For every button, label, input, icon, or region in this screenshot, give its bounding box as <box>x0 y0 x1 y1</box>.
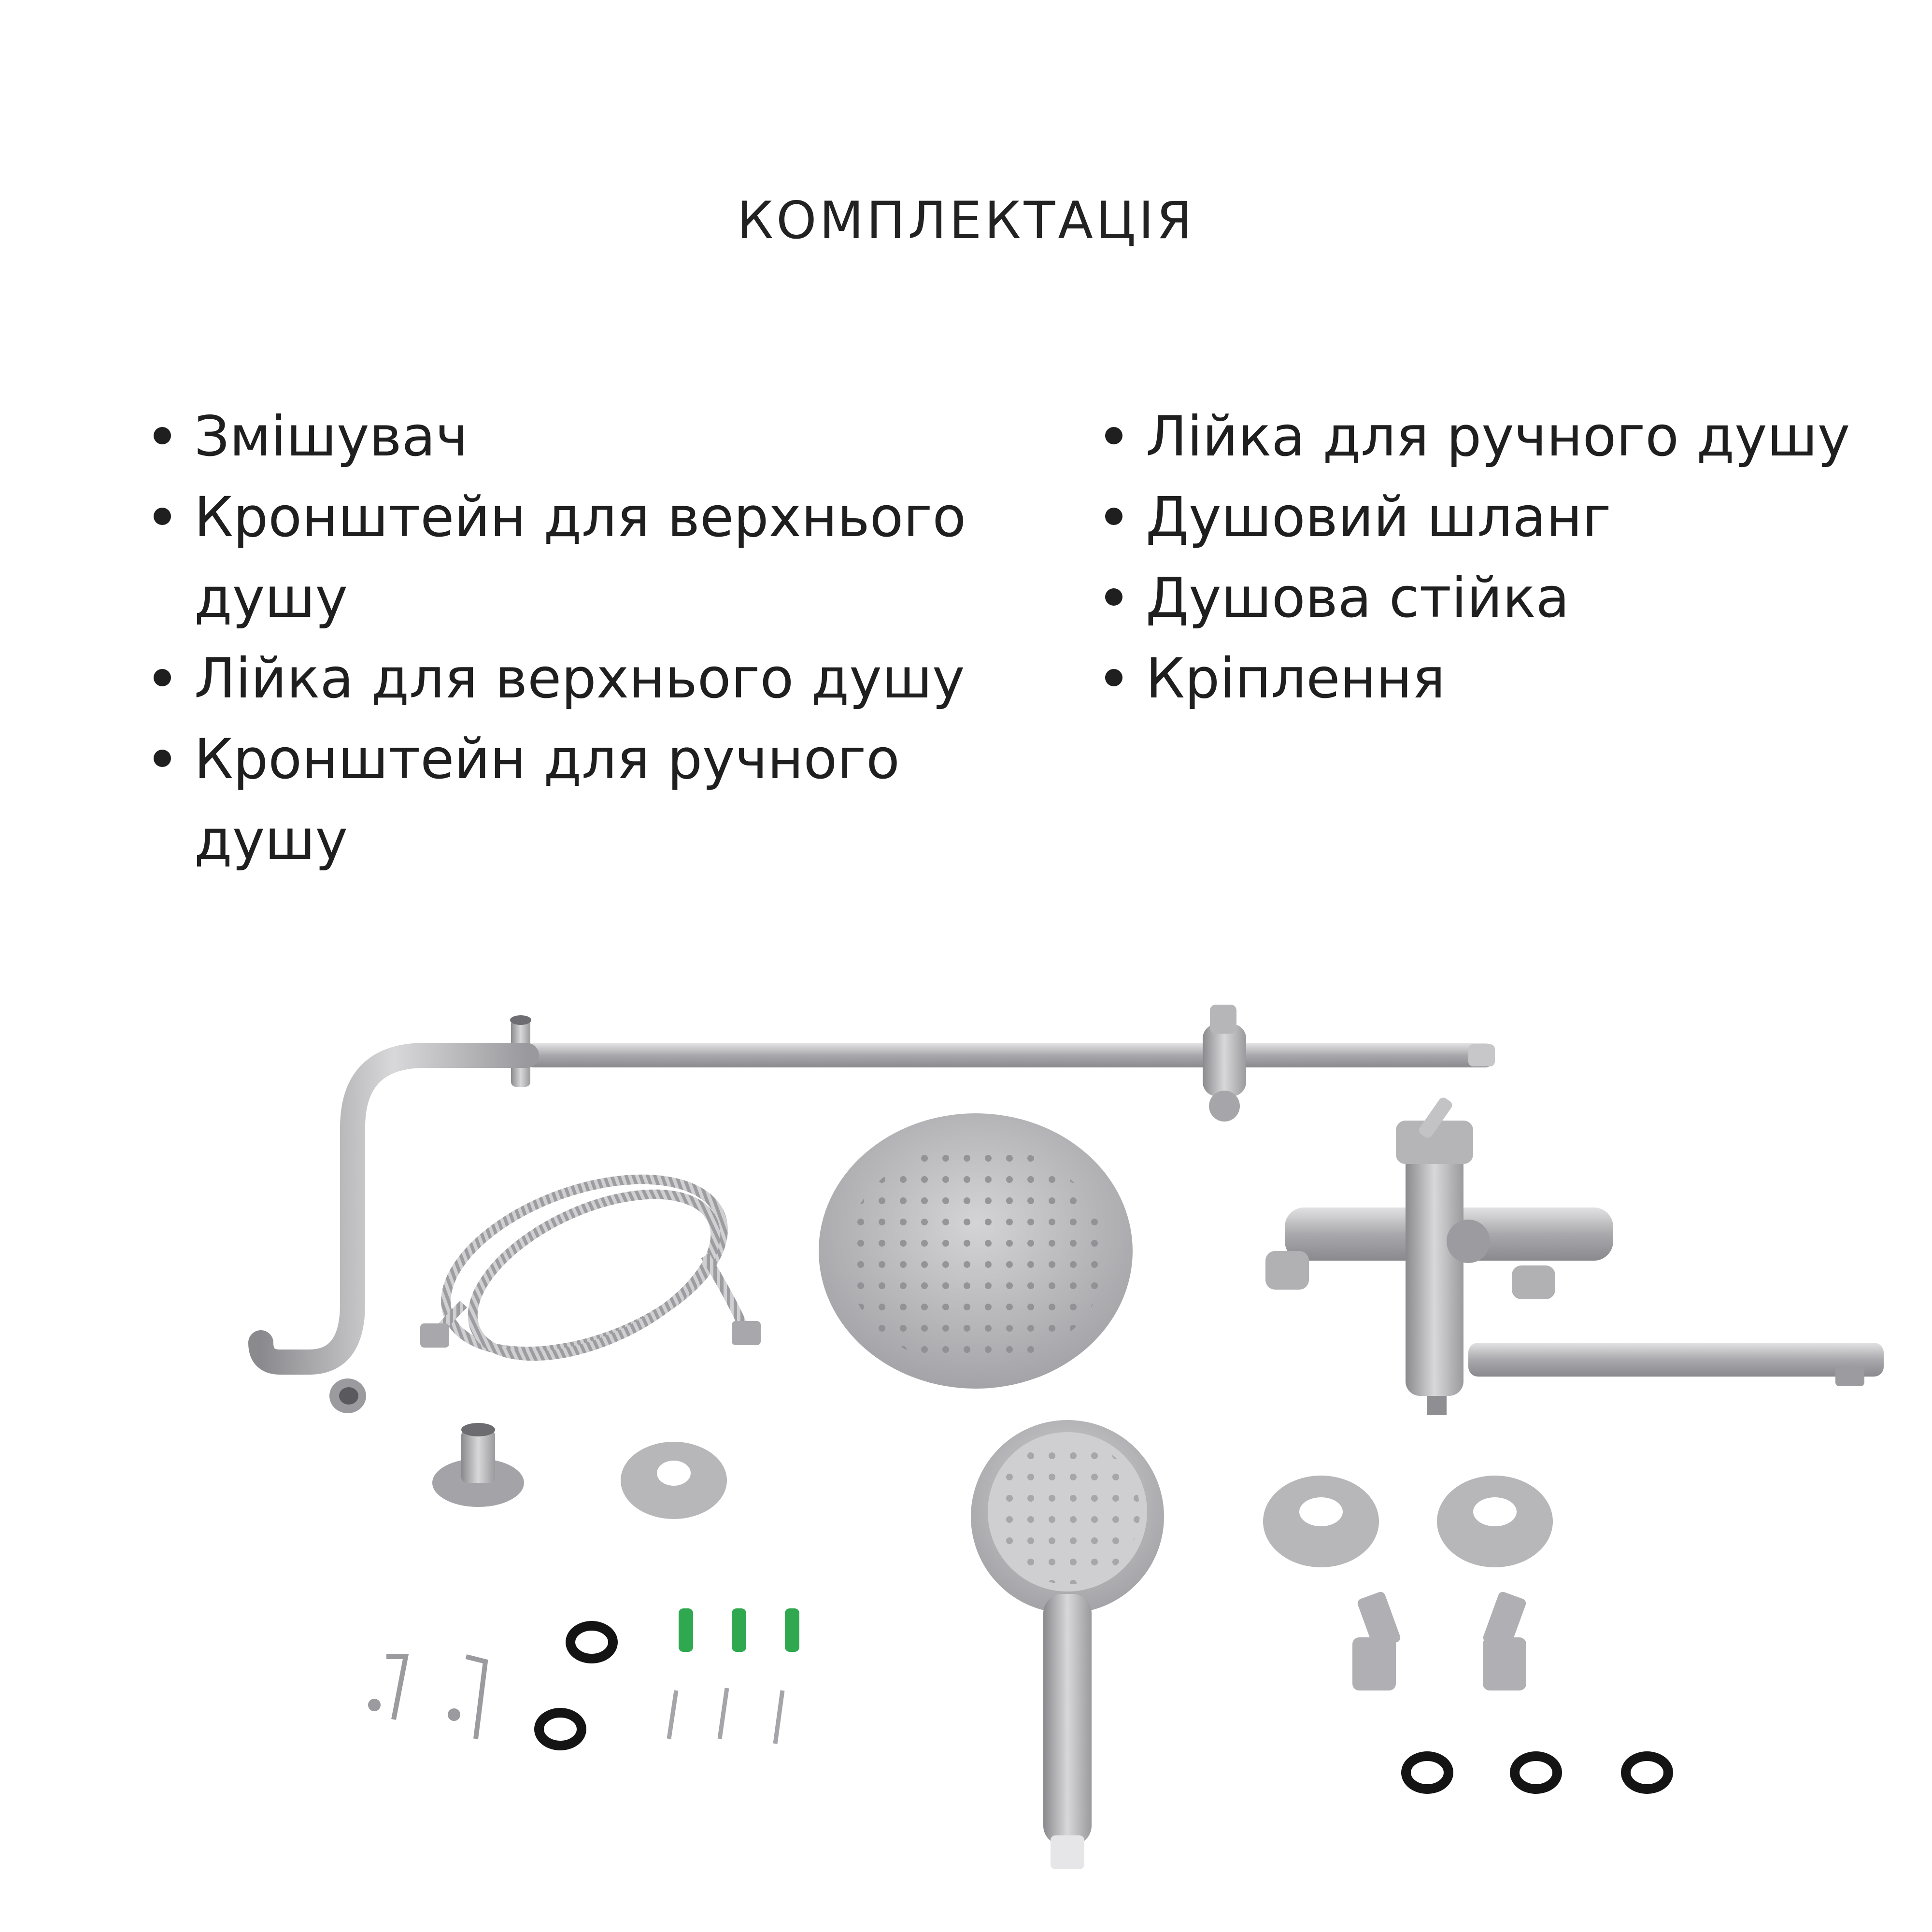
list-item: Кронштейн для верхнього душу <box>150 477 1067 638</box>
list-item: Лійка для верхнього душу <box>150 638 1067 719</box>
kit-list-left <box>150 396 1067 880</box>
cover-flange <box>621 1442 727 1519</box>
hand-shower <box>971 1420 1164 1869</box>
cover-flange <box>1263 1476 1379 1567</box>
shower-hose <box>423 1146 746 1390</box>
hose-nut-icon <box>420 1323 449 1348</box>
rain-shower-head <box>819 1113 1133 1389</box>
list-item: Душова стійка <box>1101 557 1913 638</box>
list-item: Кріплення <box>1101 638 1913 719</box>
bath-mixer <box>1265 1096 1884 1415</box>
kit-list-right <box>1101 396 1913 719</box>
hose-nut-icon <box>732 1321 761 1345</box>
wall-anchor-icon <box>679 1608 799 1652</box>
eccentric-fitting-icon <box>1352 1591 1527 1690</box>
list-item: Лійка для ручного душу <box>1101 396 1913 477</box>
product-photo <box>0 966 1932 1932</box>
cover-flange <box>1437 1476 1553 1567</box>
page-title: КОМПЛЕКТАЦІЯ <box>737 191 1195 250</box>
allen-key-icon <box>370 1657 485 1739</box>
list-item: Змішувач <box>150 396 1067 477</box>
screw-icon <box>669 1688 782 1744</box>
wall-bracket <box>432 1423 524 1507</box>
list-item: Кронштейн для ручного душу <box>150 719 1067 880</box>
list-item: Душовий шланг <box>1101 477 1913 557</box>
